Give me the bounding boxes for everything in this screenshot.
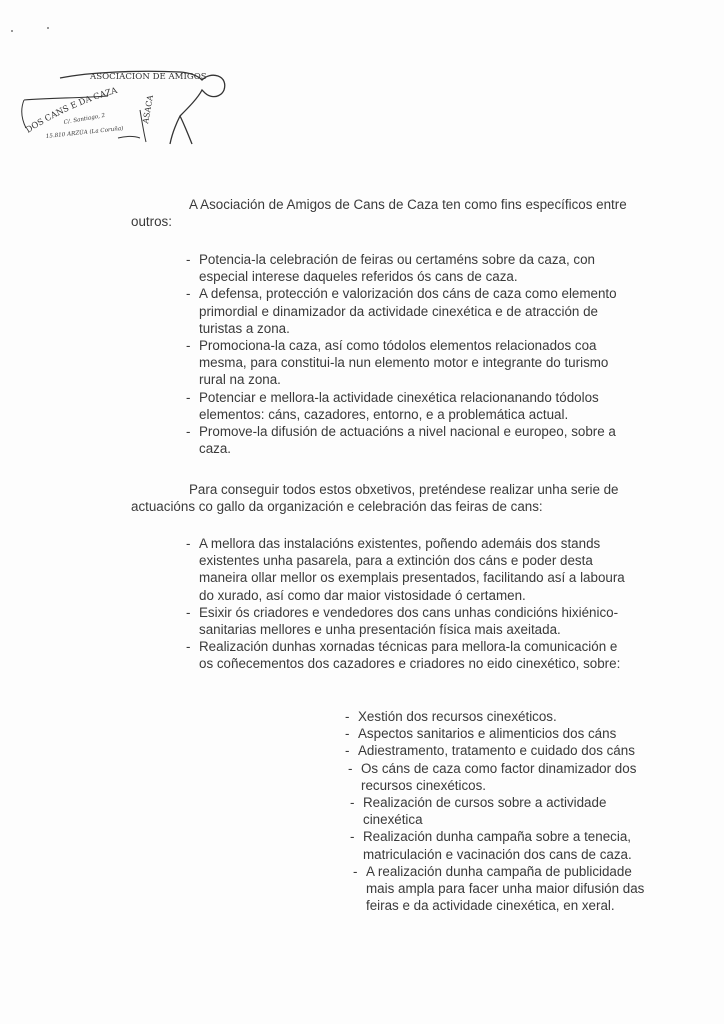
logo-address-line2: 15.810 ARZÚA (La Coruña)	[45, 125, 124, 140]
list-item: - A defensa, protección e valorización dos cáns de caza como elemento primordial e dinamizador da actividade cinexética e de atracción de turistas a zona.	[186, 285, 636, 337]
actions-intro-paragraph: Para conseguir todos estos obxetivos, preténdese realizar unha serie de actuacións co gallo da organización e celebración das feiras de cans:	[131, 482, 619, 515]
list-item: - Potencia-la celebración de feiras ou certaméns sobre da caza, con especial interese daqueles referidos ós cans de caza.	[186, 251, 636, 285]
logo-address-line1: C/. Santiago, 2	[63, 112, 106, 126]
list-item: - Esixir ós criadores e vendedores dos cans unhas condicións hixiénico-sanitarias mellores e unha presentación física mais axeitada.	[186, 604, 628, 638]
list-item: - Adiestramento, tratamento e cuidado dos cáns	[345, 742, 645, 759]
list-item: - Xestión dos recursos cinexéticos.	[345, 708, 645, 725]
list-item: - Promociona-la caza, así como tódolos elementos relacionados coa mesma, para constitui-la nun elemento motor e integrante do turismo rural na zona.	[186, 337, 636, 389]
actions-list	[186, 535, 628, 673]
list-item: - Potenciar e mellora-la actividade cinexética relacionanando tódolos elementos: cáns, cazadores, entorno, e a problemática actual.	[186, 389, 636, 423]
list-item: - A mellora das instalacións existentes, poñendo ademáis dos stands existentes unha pasarela, para a extinción dos cáns e poder desta maneira ollar mellor os exemplais presentados, facilitando así a laboura do xurado, así como dar maior vistosidade ó certamen.	[186, 535, 628, 604]
list-item: - Realización de cursos sobre a actividade cinexética	[350, 794, 645, 828]
logo-org-top: ASOCIACIÓN DE AMIGOS	[90, 72, 207, 82]
list-item: - Os cáns de caza como factor dinamizador dos recursos cinexéticos.	[348, 760, 645, 794]
topics-list	[345, 708, 645, 914]
logo-acronym: ASACA	[141, 94, 155, 125]
list-item: - Aspectos sanitarios e alimenticios dos cáns	[345, 725, 645, 742]
aims-list	[186, 251, 636, 457]
list-item: - Realización dunha campaña sobre a tenecia, matriculación e vacinación dos cans de caza.	[350, 828, 645, 862]
list-item: - Realización dunhas xornadas técnicas para mellora-la comunicación e os coñecementos dos cazadores e criadores no eido cinexético, sobre:	[186, 638, 628, 672]
list-item: - Promove-la difusión de actuacións a nivel nacional e europeo, sobre a caza.	[186, 423, 636, 457]
intro-paragraph: A Asociación de Amigos de Cans de Caza ten como fins específicos entre outros:	[131, 197, 627, 230]
list-item: - A realización dunha campaña de publicidade mais ampla para facer unha maior difusión das feiras e da actividade cinexética, en xeral.	[353, 863, 645, 915]
logo-org-curve: DOS CANS E DA CAZA	[23, 84, 119, 135]
